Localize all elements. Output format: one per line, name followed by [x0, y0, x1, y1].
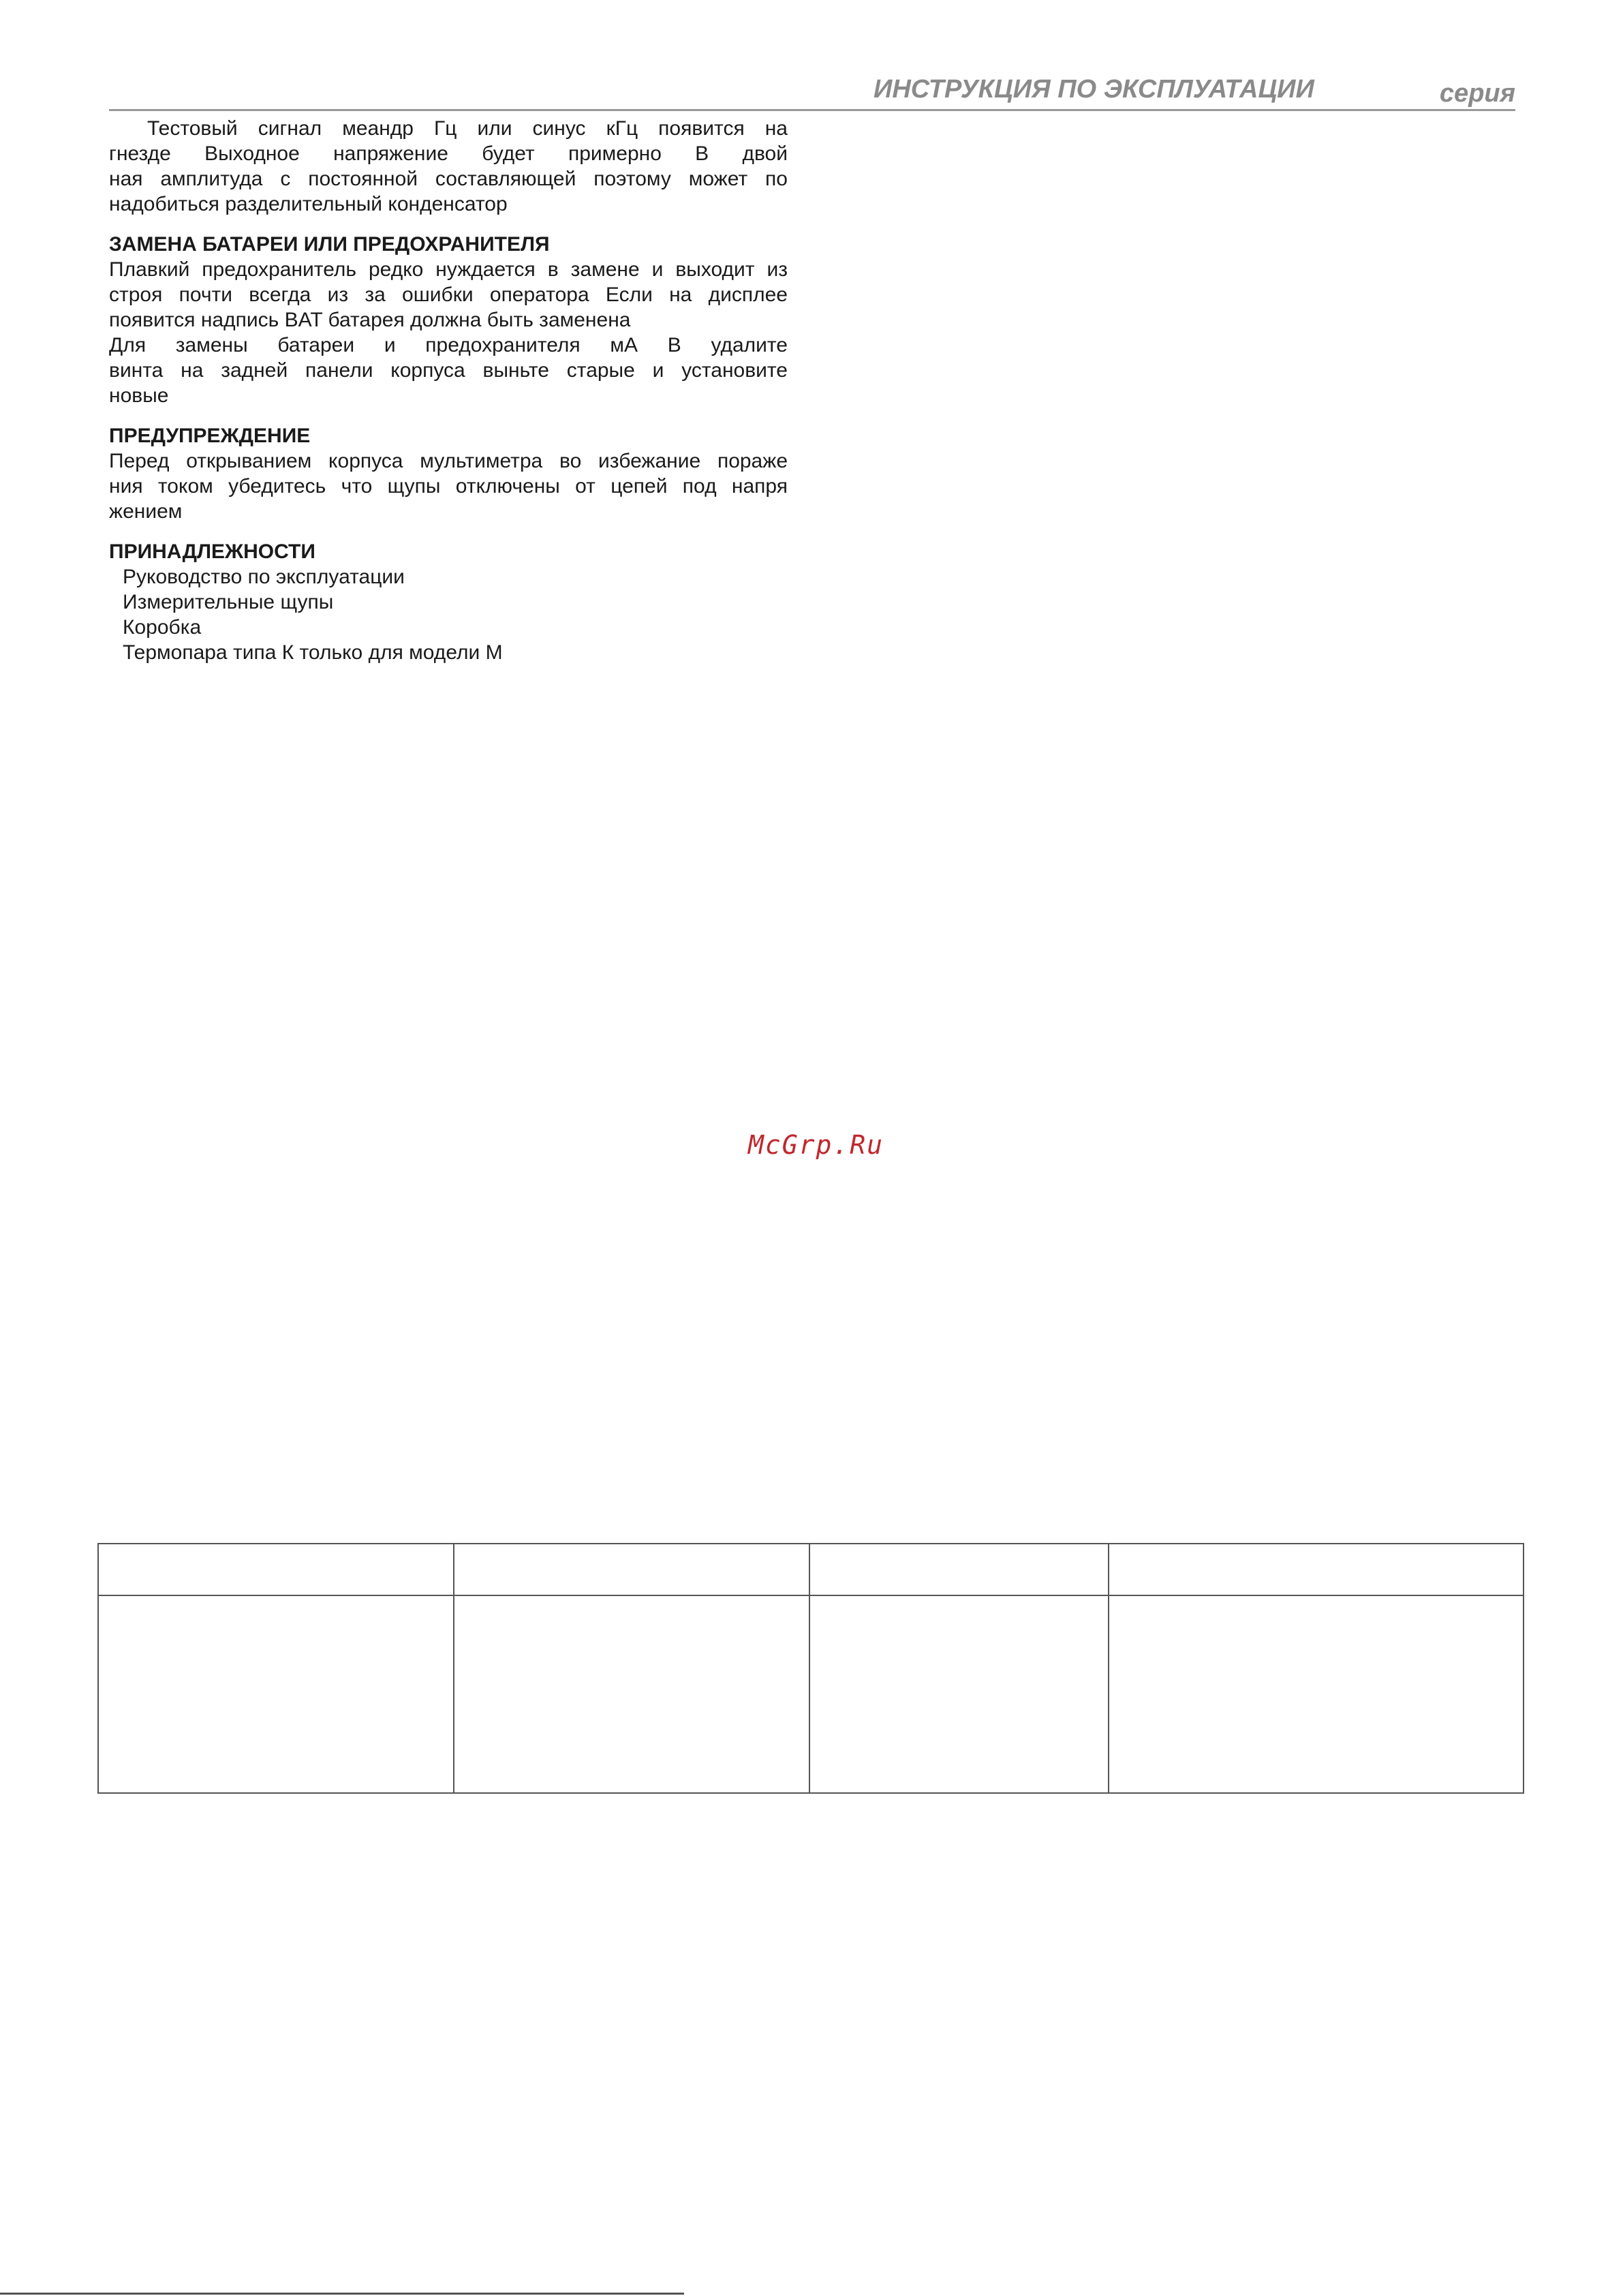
table-cell [454, 1544, 810, 1595]
battery-line: винта на задней панели корпуса выньте старые и установите [109, 359, 788, 382]
intro-paragraph [109, 116, 788, 217]
table-cell [1109, 1544, 1524, 1595]
warning-line: Перед открыванием корпуса мультиметра во избежание пораже [109, 450, 788, 472]
accessories-heading: ПРИНАДЛЕЖНОСТИ [109, 540, 315, 563]
intro-line: Тестовый сигнал меандр Гц или синус кГц появится на [147, 117, 788, 140]
battery-line: Плавкий предохранитель редко нуждается в замене и выходит из [109, 258, 788, 281]
intro-line: гнезде Выходное напряжение будет примерно В двой [109, 142, 788, 165]
table-row [98, 1595, 1524, 1793]
warning-line: ния током убедитесь что щупы отключены от цепей под напря [109, 475, 788, 498]
table-cell [98, 1544, 454, 1595]
watermark: McGrp.Ru [748, 1130, 884, 1160]
bottom-rule [0, 2293, 684, 2295]
battery-line: новые [109, 384, 169, 407]
table-header-row [98, 1544, 1524, 1595]
header-series: серия [1439, 79, 1515, 108]
warning-heading: ПРЕДУПРЕЖДЕНИЕ [109, 425, 311, 447]
list-item: Измерительные щупы [123, 591, 334, 613]
list-item: Коробка [123, 616, 202, 639]
list-item: Руководство по эксплуатации [123, 566, 405, 588]
warning-line: жением [109, 500, 183, 523]
battery-line: Для замены батареи и предохранителя мА В удалите [109, 334, 788, 356]
table-cell [809, 1544, 1109, 1595]
table-cell [454, 1595, 810, 1793]
warning-paragraph [109, 448, 788, 524]
page-header [109, 74, 1515, 111]
battery-heading: ЗАМЕНА БАТАРЕИ ИЛИ ПРЕДОХРАНИТЕЛЯ [109, 233, 550, 256]
table-cell [98, 1595, 454, 1793]
header-title: ИНСТРУКЦИЯ ПО ЭКСПЛУАТАЦИИ [874, 75, 1314, 104]
table-cell [1109, 1595, 1524, 1793]
accessories-list [109, 564, 788, 665]
text-column [109, 116, 788, 665]
list-item: Термопара типа К только для модели M [123, 641, 503, 664]
battery-line: строя почти всегда из за ошибки оператора Если на дисплее [109, 284, 788, 306]
intro-line: ная амплитуда с постоянной составляющей поэтому может по [109, 168, 788, 190]
empty-table [97, 1543, 1524, 1794]
intro-line: надобиться разделительный конденсатор [109, 193, 508, 215]
battery-line: появится надпись BAT батарея должна быть заменена [109, 309, 631, 331]
battery-paragraph [109, 257, 788, 408]
table-cell [809, 1595, 1109, 1793]
